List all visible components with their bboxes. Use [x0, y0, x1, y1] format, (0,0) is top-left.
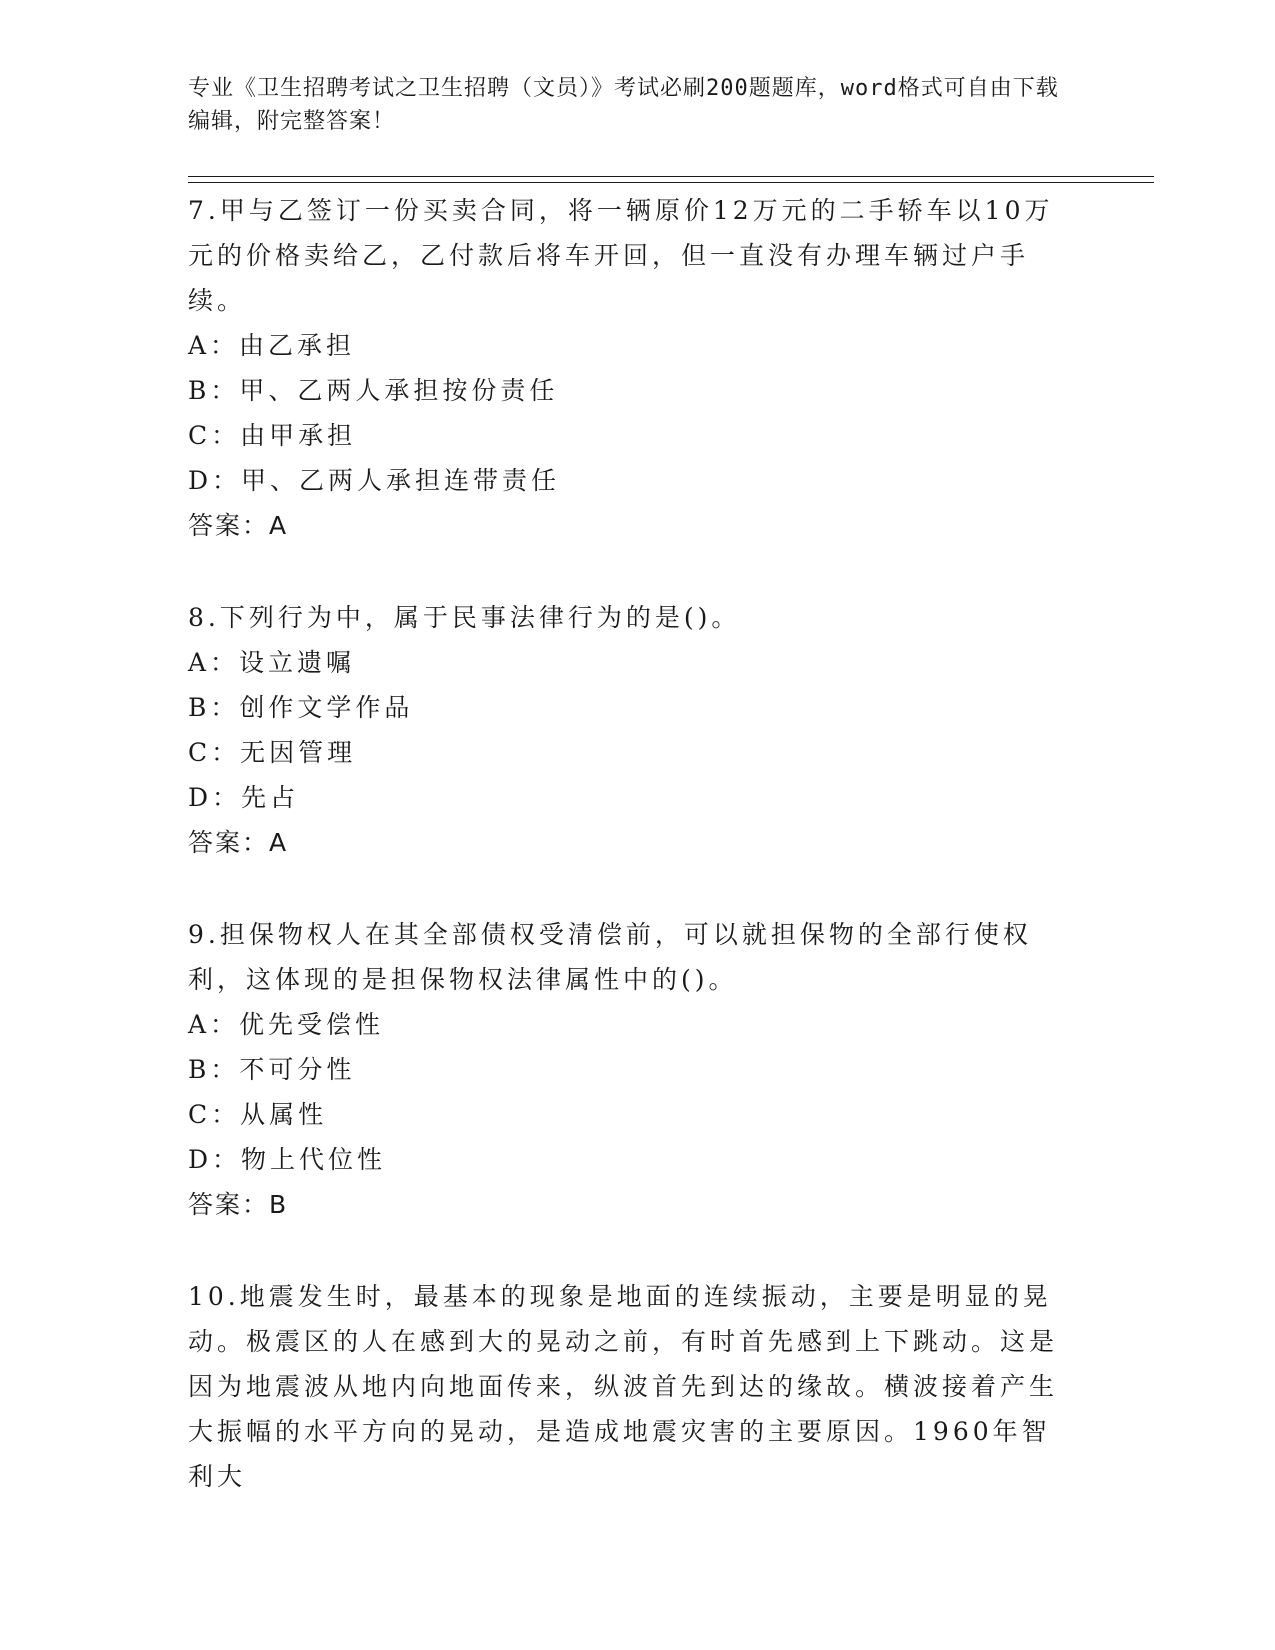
option-b: B：创作文学作品	[188, 693, 414, 722]
header-divider	[188, 176, 1154, 183]
question-9	[188, 912, 1068, 1227]
option-d: D：甲、乙两人承担连带责任	[188, 466, 561, 495]
question-7	[188, 188, 1068, 548]
question-stem: 9.担保物权人在其全部债权受清偿前，可以就担保物的全部行使权利，这体现的是担保物权法律属性中的()。	[188, 920, 1032, 994]
answer: 答案：A	[188, 511, 289, 540]
option-d: D：物上代位性	[188, 1145, 387, 1174]
answer: 答案：B	[188, 1190, 289, 1219]
question-stem: 8.下列行为中，属于民事法律行为的是()。	[188, 603, 741, 632]
question-stem: 10.地震发生时，最基本的现象是地面的连续振动，主要是明显的晃动。极震区的人在感到大的晃动之前，有时首先感到上下跳动。这是因为地震波从地内向地面传来，纵波首先到达的缘故。横波接着产生大振幅的水平方向的晃动，是造成地震灾害的主要原因。1960年智利大	[188, 1282, 1059, 1491]
option-c: C：从属性	[188, 1100, 328, 1129]
option-a: A：由乙承担	[188, 331, 356, 360]
option-c: C：由甲承担	[188, 421, 357, 450]
question-stem: 7.甲与乙签订一份买卖合同，将一辆原价12万元的二手轿车以10万元的价格卖给乙，乙付款后将车开回，但一直没有办理车辆过户手续。	[188, 196, 1054, 315]
question-10	[188, 1274, 1068, 1499]
option-d: D：先占	[188, 783, 300, 812]
option-a: A：设立遗嘱	[188, 648, 356, 677]
option-b: B：甲、乙两人承担按份责任	[188, 376, 559, 405]
question-list	[188, 188, 1068, 1499]
question-8	[188, 595, 1068, 865]
option-a: A：优先受偿性	[188, 1010, 385, 1039]
answer: 答案：A	[188, 828, 289, 857]
option-b: B：不可分性	[188, 1055, 356, 1084]
document-header: 专业《卫生招聘考试之卫生招聘（文员）》考试必刷200题题库，word格式可自由下载编辑，附完整答案！	[188, 76, 1059, 134]
option-c: C：无因管理	[188, 738, 357, 767]
